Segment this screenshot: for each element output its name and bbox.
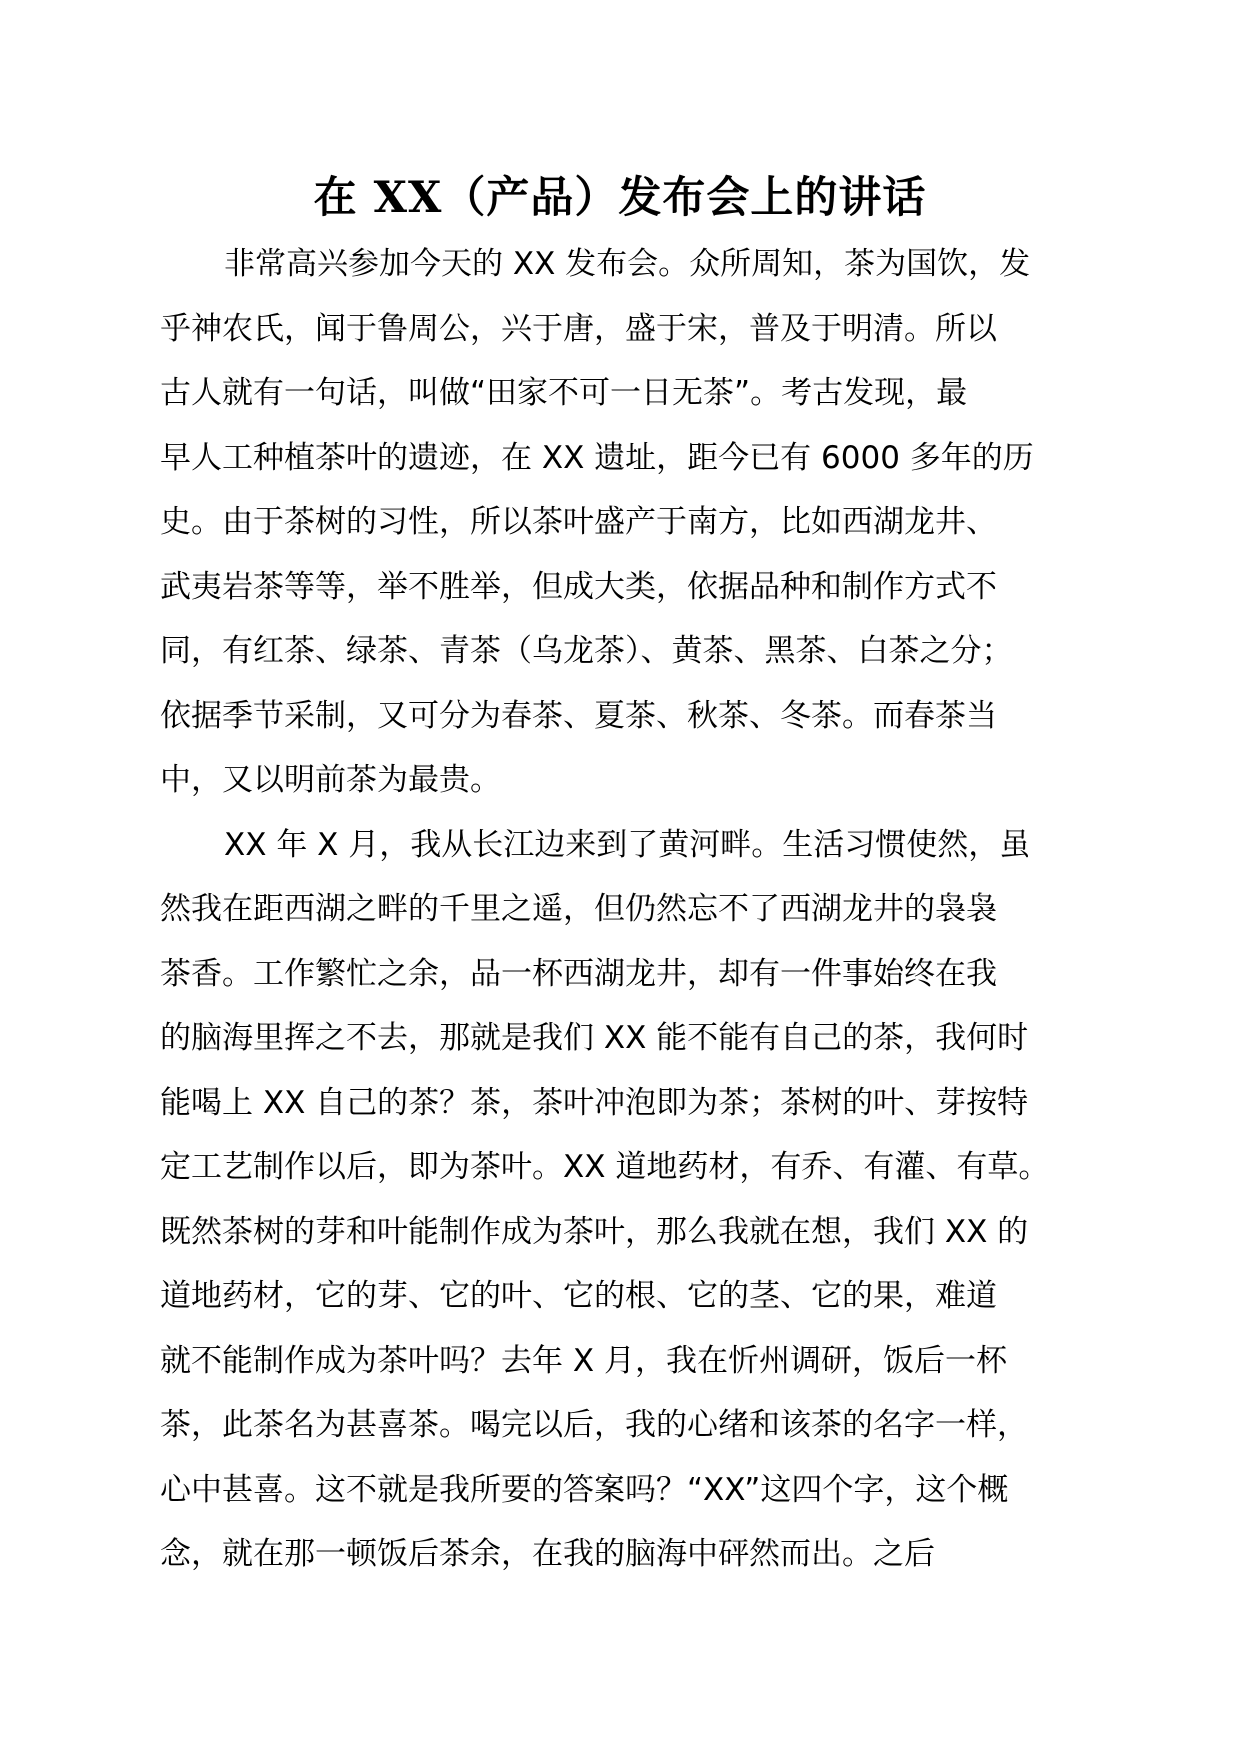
text-line: 道地药材，它的芽、它的叶、它的根、它的茎、它的果，难道 [160,1278,997,1314]
text-line: 茶，此茶名为甚喜茶。喝完以后，我的心绪和该茶的名字一样， [160,1407,1028,1443]
text-line: 茶香。工作繁忙之余，品一杯西湖龙井，却有一件事始终在我 [160,955,997,992]
text-line: 依据季节采制，又可分为春茶、夏茶、秋茶、冬茶。而春茶当 [160,697,997,734]
text-line: 然我在距西湖之畔的千里之遥，但仍然忘不了西湖龙井的袅袅 [160,891,997,927]
text-line: 既然茶树的芽和叶能制作成为茶叶，那么我就在想，我们 XX 的 [160,1213,1029,1250]
paragraph-1 [160,232,1120,813]
text-line: 非常高兴参加今天的 XX 发布会。众所周知，茶为国饮，发 [224,246,1031,282]
text-line: 能喝上 XX 自己的茶？茶，茶叶冲泡即为茶；茶树的叶、芽按特 [160,1084,1029,1121]
text-line: 的脑海里挥之不去，那就是我们 XX 能不能有自己的茶，我何时 [160,1020,1029,1056]
text-line: 念，就在那一顿饭后茶余，在我的脑海中砰然而出。之后 [160,1536,935,1572]
text-line: XX 年 X 月，我从长江边来到了黄河畔。生活习惯使然，虽 [224,826,1031,863]
document-title: 在 XX（产品）发布会上的讲话 [313,173,927,223]
text-line: 心中甚喜。这不就是我所要的答案吗？“XX”这四个字，这个概 [160,1471,1009,1508]
text-line: 乎神农氏，闻于鲁周公，兴于唐，盛于宋，普及于明清。所以 [160,310,997,347]
paragraph-2 [160,813,1120,1587]
text-line: 早人工种植茶叶的遗迹，在 XX 遗址，距今已有 6000 多年的历 [160,439,1034,476]
text-line: 古人就有一句话，叫做“田家不可一日无茶”。考古发现，最 [160,375,968,411]
text-line: 就不能制作成为茶叶吗？去年 X 月，我在忻州调研，饭后一杯 [160,1342,1007,1379]
text-line: 武夷岩茶等等，举不胜举，但成大类，依据品种和制作方式不 [160,568,997,605]
document-body [160,232,1120,1587]
text-line: 史。由于茶树的习性，所以茶叶盛产于南方，比如西湖龙井、 [160,504,997,540]
text-line: 同，有红茶、绿茶、青茶（乌龙茶）、黄茶、黑茶、白茶之分； [160,633,1013,669]
text-line: 定工艺制作以后，即为茶叶。XX 道地药材，有乔、有灌、有草。 [160,1149,1050,1185]
text-line: 中，又以明前茶为最贵。 [160,762,501,798]
